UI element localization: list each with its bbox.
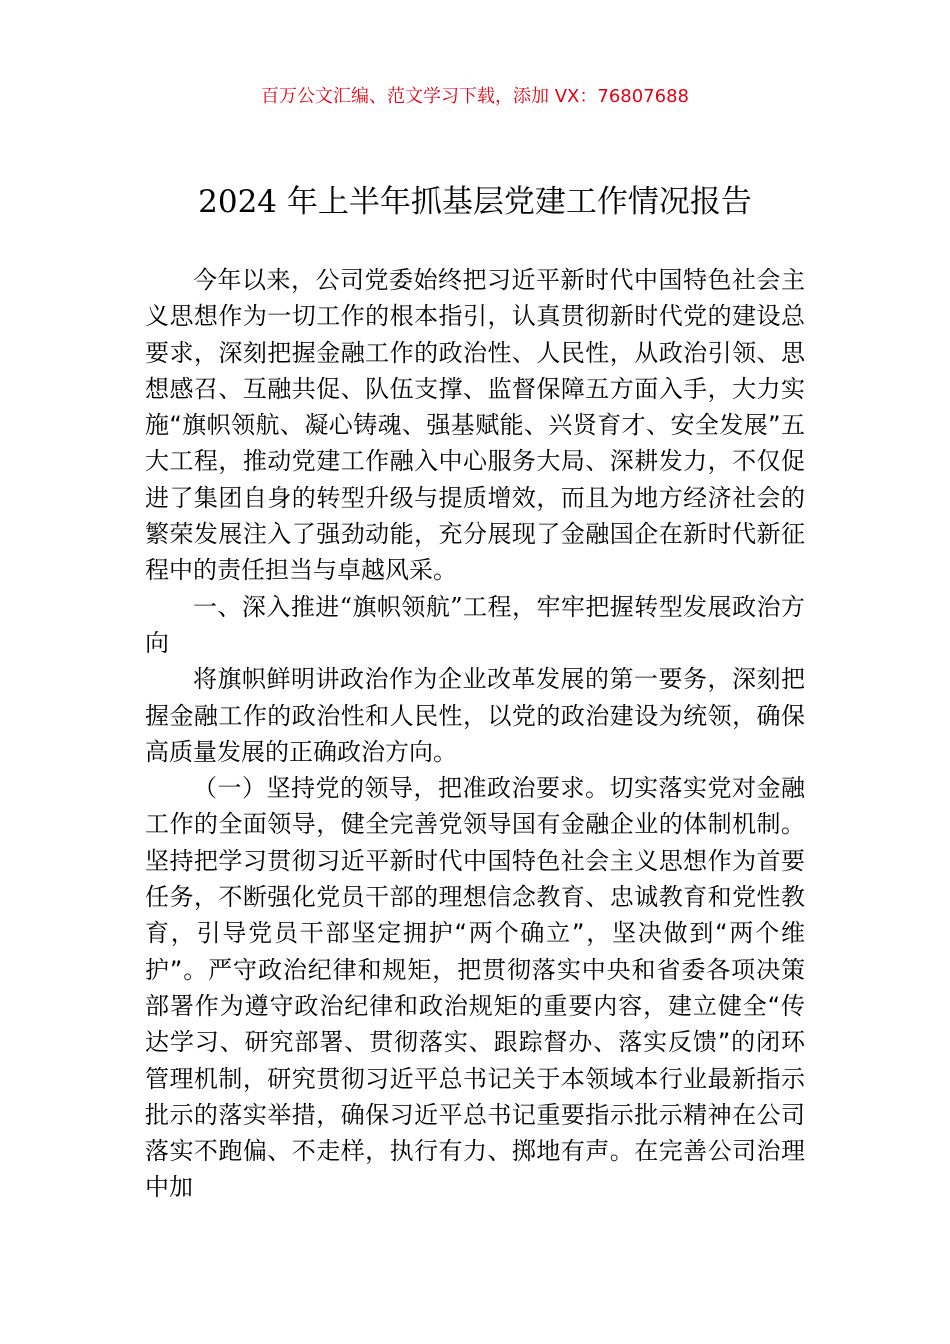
section-1-item-1-paragraph: （一）坚持党的领导，把准政治要求。切实落实党对金融工作的全面领导，健全完善党领导国有金融企业的体制机制。坚持把学习贯彻习近平新时代中国特色社会主义思想作为首要任务，不断强化党员干部的理想信念教育、忠诚教育和党性教育，引导党员干部坚定拥护“两个确立”，坚决做到“两个维护”。严守政治纪律和规矩，把贯彻落实中央和省委各项决策部署作为遵守政治纪律和政治规矩的重要内容，建立健全“传达学习、研究部署、贯彻落实、跟踪督办、落实反馈”的闭环管理机制，研究贯彻习近平总书记关于本领域本行业最新指示批示的落实举措，确保习近平总书记重要指示批示精神在公司落实不跑偏、不走样，执行有力、掷地有声。在完善公司治理中加 (145, 774, 805, 1202)
section-1-heading: 一、深入推进“旗帜领航”工程，牢牢把握转型发展政治方向 (145, 592, 805, 657)
watermark-text: 百万公文汇编、范文学习下载，添加 VX：76807688 (261, 86, 689, 107)
section-1-intro-paragraph: 将旗帜鲜明讲政治作为企业改革发展的第一要务，深刻把握金融工作的政治性和人民性，以党的政治建设为统领，确保高质量发展的正确政治方向。 (145, 665, 805, 766)
document-body (145, 262, 805, 1206)
document-title: 2024 年上半年抓基层党建工作情况报告 (198, 184, 752, 220)
intro-paragraph: 今年以来，公司党委始终把习近平新时代中国特色社会主义思想作为一切工作的根本指引，认真贯彻新时代党的建设总要求，深刻把握金融工作的政治性、人民性，从政治引领、思想感召、互融共促、队伍支撑、监督保障五方面入手，大力实施“旗帜领航、凝心铸魂、强基赋能、兴贤育才、安全发展”五大工程，推动党建工作融入中心服务大局、深耕发力，不仅促进了集团自身的转型升级与提质增效，而且为地方经济社会的繁荣发展注入了强劲动能，充分展现了金融国企在新时代新征程中的责任担当与卓越风采。 (145, 266, 805, 585)
